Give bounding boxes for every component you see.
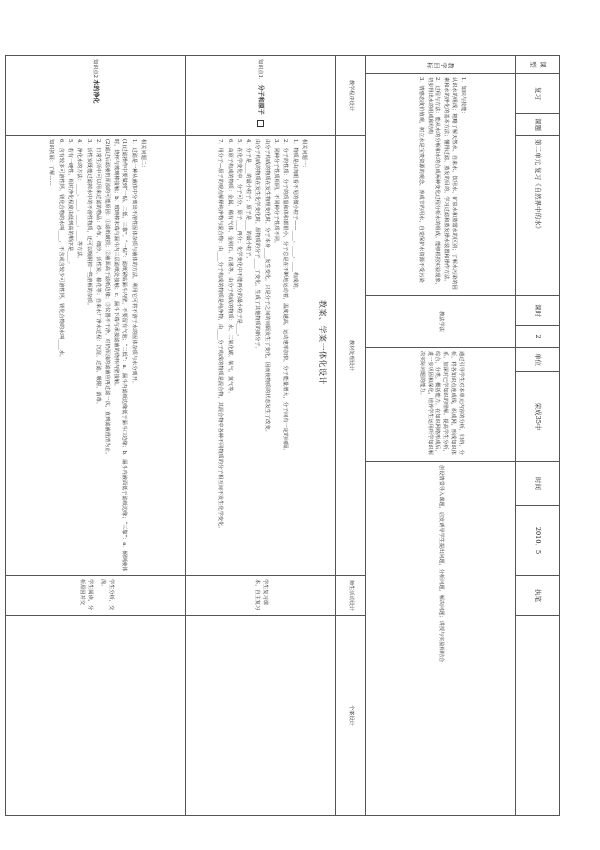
kp2-procedure — [6, 56, 186, 136]
objective-item: 2．过程与方法：能从水的分解和水的合成两种变化过程分析水的组成。能够根据实验现象，初步得出水的组成和结构 — [426, 77, 441, 288]
kp1-line: 3．同种分子性质相同，不同种分子性质不同。 — [273, 139, 280, 247]
objective-item: 认识水的组成；粗略了解天然水、自来水、饮用水、矿泉水和蒸馏水的区别；了解水污染的因素和水的净化的基本方法；懂得过滤、蒸发的目的、学习过滤和蒸发操水装置和操作方法。 — [443, 77, 458, 290]
kp2-title: 水的净化 — [92, 79, 100, 104]
kp1-line: 由分子构成的物质在发生物理变化时，分子本身____发生变化，只是分子之间的间隔发生了变化，因而使物质的状态发生了改变。 — [263, 139, 270, 435]
kp2-line: 5．若有一硬性，相对净化程度由低到高的顺序是____。 — [67, 139, 74, 267]
kp1-activity: 学生复习课本，自主复习 — [186, 576, 336, 616]
writer-label: 执笔 — [516, 576, 560, 616]
kp2-line: 3．活性炭既能过滤掉水中的不溶性物质，还可以吸附掉一些溶解的杂质。 — [85, 139, 92, 309]
methods-text: 通过引导学生对本单元内容的分析，归纳，分析，将各知识点连成线，织成网，形成知识体系。加深对已学知识的理解。提高学生分析，综合，分类，概括能力。在知识网络形成后，进一步巩固和深化，培养学生运用所学知识解决实际问题的能力。 — [366, 348, 516, 462]
objectives-label: 教学目标 — [366, 56, 516, 74]
methods-right: 创设情景导入课题，启发诱导学生提出问题，分析问题，解决问题；讲授与实验相结合 — [366, 462, 516, 816]
objective-item: 1．知识与技能： — [459, 77, 466, 117]
material-header: 教材处理设计 — [336, 136, 366, 576]
kp2-material — [6, 136, 186, 576]
kp2-activity — [6, 576, 186, 616]
kp1-line: 4．分子是____的最小粒子；原子是____的最小粒子。 — [245, 139, 252, 262]
topic-label: 课题 — [516, 114, 560, 136]
personal-header: 个案设计 — [336, 616, 366, 816]
kp2-line: 2．日常生活中可以用来过滤的物品：纱布、细沙、活性炭、棉花等；自来水厂净水过程：沉淀、过滤、吸附、消毒。 — [94, 139, 101, 407]
kp1-title: 分子和原子 — [257, 84, 265, 115]
kp1-line: 2．分子的性质：分子的质量和体积都很小，分子总是在不断地运动着，温度越高，运动速率加快，分子能量增大，分子间有一定的间隔。 — [282, 139, 289, 454]
kp2-activity-note: 学生分析，交流。 — [99, 579, 114, 611]
hours-value: 2 — [516, 326, 560, 348]
lesson-plan-table — [5, 55, 560, 816]
kp2-row — [6, 56, 186, 816]
kp1-line: 相关问题一： — [300, 139, 307, 171]
kp1-line: 7．用分子—原子的观点解释纯净物与混合物：由____分子构成的物质是纯净物，由____分子构成的物质是混合物，其混合物中各种不同物质的分子相互间不发生化学变化。 — [217, 139, 224, 532]
procedure-header: 教学程序设计 — [336, 56, 366, 136]
kp2-activity-note: 学生阅读，分析原因并交 — [79, 579, 93, 611]
activity-header: 师生活动设计 — [336, 576, 366, 616]
type-value: 复习 — [516, 74, 560, 114]
kp1-procedure — [186, 56, 336, 136]
kp2-line: 1．过滤是一种从液体中分离出不溶性固体杂质与液体的方法，利用它可将不溶于水的固体杂质与水分离开。 — [130, 139, 137, 387]
writer-value — [516, 616, 560, 816]
kp1-row — [186, 56, 336, 816]
kp2-line: 4．净化水的方法：____、____、____、____等方法。 — [76, 139, 83, 262]
kp1-line: 5．在化学变化中，分子可分，原子____再分；化学变化中不能再分的最小粒子是____。 — [235, 139, 242, 340]
kp1-material — [186, 136, 336, 576]
kp2-line: 6．含有较多可溶性钙、镁化合物的水叫____，不含或含较少可溶性钙、镁化合物的水叫____水。 — [57, 139, 64, 361]
methods-header: 教法学法 — [366, 296, 516, 348]
hours-label: 课时 — [516, 296, 560, 326]
kp1-personal — [186, 616, 336, 816]
type-label: 课型 — [516, 56, 560, 74]
header-row — [516, 56, 560, 816]
kp2-label: 知识点2 — [92, 59, 99, 78]
topic-value: 第二单元 复习《自然界中的水》 — [516, 136, 560, 296]
kp1-line: 由分子构成的物质在发生化学变化时，原物质的分子____了变化，生成了其他物质的新分子。 — [254, 139, 261, 352]
kp1-line: 6．由原子构成的物质：金属、稀有气体、金刚石、石墨等。由分子构成的物质：水、二氧化碳、氧气、氢气等。 — [226, 139, 233, 397]
checkbox-icon — [257, 120, 264, 127]
kp2-personal — [6, 616, 186, 816]
time-label: 时间 — [516, 462, 560, 506]
kp2-line: 知识拓展：了解…… — [48, 139, 55, 186]
unit-value: 荣成35中 — [516, 372, 560, 462]
kp1-label: 知识点1． — [257, 59, 264, 84]
objective-item: 3．情感态度价值观，树立水是宝贵资源的观念，养成节约用水，自觉保护水资源不受污染 — [417, 77, 424, 283]
design-header-row — [336, 56, 366, 816]
kp1-line: 1．物质是由肉眼看不见的微小粒子——____、____、____构成的。 — [291, 139, 298, 293]
unit-label: 单位 — [516, 348, 560, 372]
page-title: 教案、学案一体化设计 — [318, 300, 327, 385]
objectives-body — [366, 74, 516, 296]
kp2-line: (1)过滤操作中要做到“一贴、二低、三靠”。“一贴”：滤纸紧贴漏斗内壁，不要留有气泡；“二低”：a．漏斗内滤纸边缘低于漏斗口边缘；b．漏斗内液面低于滤纸边缘；“三靠”：a．倾倒液体时，烧杯与玻璃棒接触；b．玻璃棒末端与漏斗内三层滤纸处接触；c．漏斗下端与承接滤液的烧杯内壁接触。 — [113, 139, 128, 572]
kp2-line: 相关问题二： — [139, 139, 146, 171]
time-value: 2010．5 — [516, 506, 560, 576]
kp2-line: (2)滤过后滤液仍浑浊的可能原因：①滤纸破损；②液面高于滤纸边缘；③仪器不干净。对仍浑浊的滤液应再过滤一次，直到滤液澄清为止。 — [104, 139, 111, 458]
objectives-row — [366, 56, 516, 816]
